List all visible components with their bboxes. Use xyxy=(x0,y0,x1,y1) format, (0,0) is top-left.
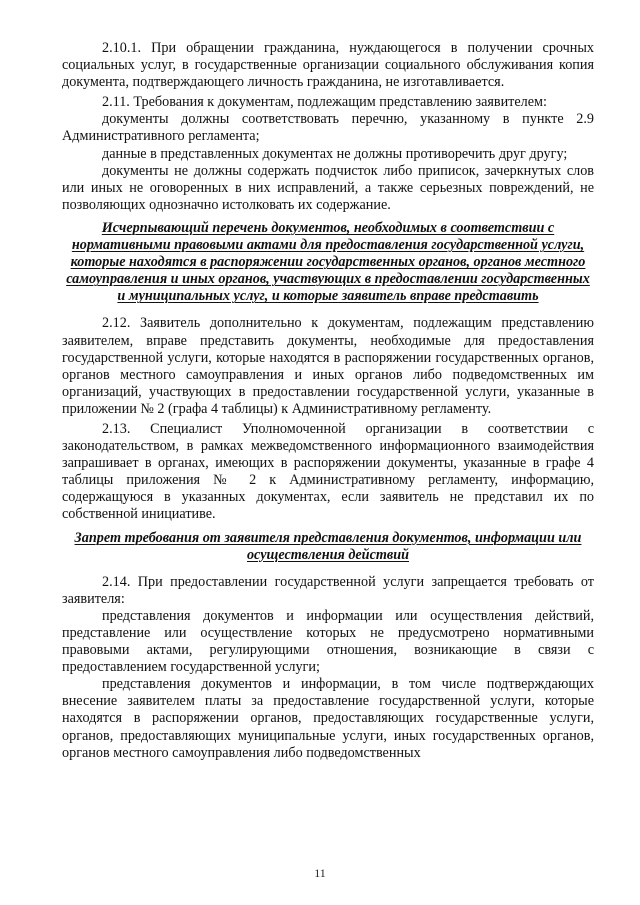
document-page xyxy=(62,40,594,762)
paragraph-requirement-consistency: данные в представленных документах не должны противоречить друг другу; xyxy=(102,145,568,162)
paragraph-prohibition-in-possession: представления документов и информации, в том числе подтверждающих внесение заявителем платы за предоставление государственной услуги, которые находятся в распоряжении органов, предоставляющих государственные услуги, органов, предоставляющих муниципальные услуги, иных государственных органов, органов местного самоуправления либо подведомственных xyxy=(62,676,594,761)
section-heading-prohibition: Запрет требования от заявителя представления документов, информации или осуществления действий xyxy=(74,529,582,563)
paragraph-requirement-list: документы должны соответствовать перечню, указанному в пункте 2.9 Административного регламента; xyxy=(62,111,594,145)
paragraph-2-12: 2.12. Заявитель дополнительно к документам, подлежащим представлению заявителем, вправе представить документы, необходимые для предоставления государственной услуги, которые находятся в распоряжении государственных органов, органов местного самоуправления и иных органов либо подведомственных им организаций, участвующих в предоставлении государственной услуги, указанные в приложении № 2 (графа 4 таблицы) к Административному регламенту. xyxy=(62,315,594,417)
page-number: 11 xyxy=(314,866,326,880)
paragraph-2-13: 2.13. Специалист Уполномоченной организации в соответствии с законодательством, в рамках межведомственного информационного взаимодействия запрашивает в органах, имеющих в распоряжении документы, указанные в графе 4 таблицы приложения № 2 к Административному регламенту, информацию, содержащуюся в указанных документах, если заявитель не представил их по собственной инициативе. xyxy=(62,420,594,523)
section-heading-documents-list: Исчерпывающий перечень документов, необходимых в соответствии с нормативными правовыми актами для предоставления государственной услуги, которые находятся в распоряжении государственных органов, органов местного самоуправления и иных органов, участвующих в предоставлении государственных и муниципальных услуг, и которые заявитель вправе представить xyxy=(66,219,590,305)
paragraph-requirement-no-corrections: документы не должны содержать подчисток либо приписок, зачеркнутых слов или иных не оговоренных в них исправлений, а также серьезных повреждений, не позволяющих однозначно истолковать их содержание. xyxy=(62,162,594,213)
paragraph-prohibition-not-required: представления документов и информации или осуществления действий, представление или осуществление которых не предусмотрено нормативными правовыми актами, регулирующими отношения, возникающие в связи с предоставлением государственной услуги; xyxy=(62,607,594,676)
paragraph-2-14: 2.14. При предоставлении государственной услуги запрещается требовать от заявителя: xyxy=(62,573,594,607)
paragraph-2-11: 2.11. Требования к документам, подлежащим представлению заявителем: xyxy=(102,94,547,111)
paragraph-2-10-1: 2.10.1. При обращении гражданина, нуждающегося в получении срочных социальных услуг, в государственные организации социального обслуживания копия документа, подтверждающего личность гражданина, не изготавливается. xyxy=(62,40,594,91)
